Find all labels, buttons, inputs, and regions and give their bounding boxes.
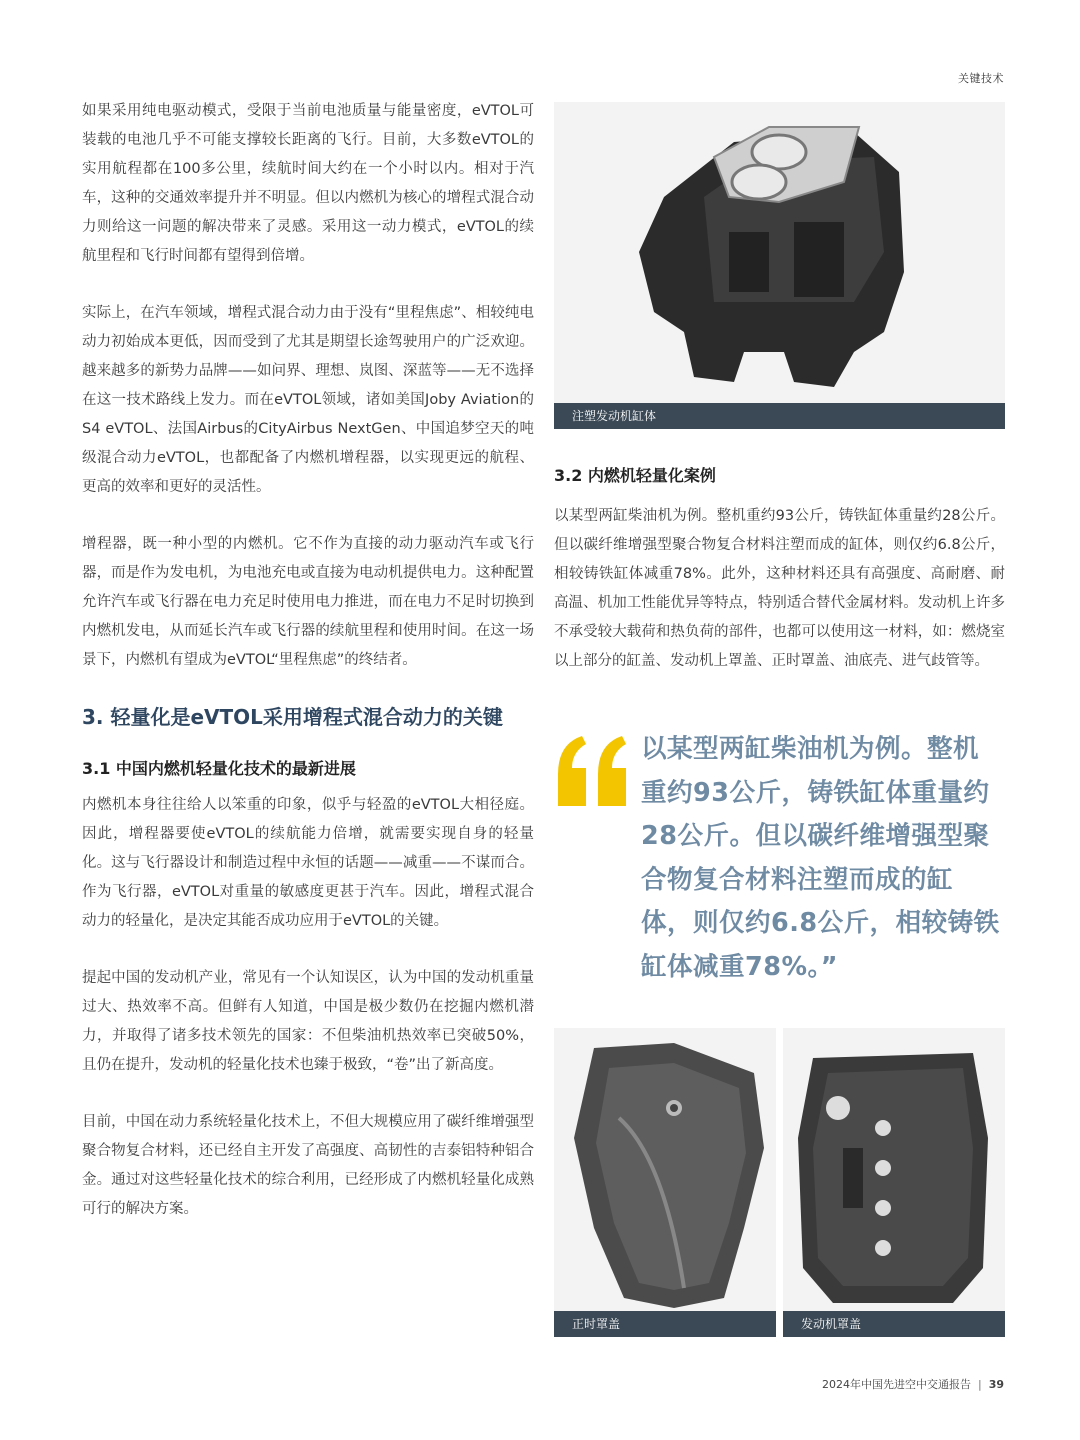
subsection-heading: 3.1 中国内燃机轻量化技术的最新进展 [82,759,356,778]
page-footer [822,1376,1004,1392]
footer-separator: | [977,1378,982,1391]
subsection-heading: 3.2 内燃机轻量化案例 [554,466,716,485]
engine-cover-image [783,1028,1005,1311]
engine-block-figure [554,102,1005,429]
timing-cover-figure [554,1028,776,1337]
figure-caption: 正时罩盖 [554,1311,776,1337]
body-paragraph: 如果采用纯电驱动模式，受限于当前电池质量与能量密度，eVTOL可装载的电池几乎不可能支撑较长距离的飞行。目前，大多数eVTOL的实用航程都在100多公里，续航时间大约在一个小时以内。相对于汽车，这种的交通效率提升并不明显。但以内燃机为核心的增程式混合动力则给这一问题的解决带来了灵感。采用这一动力模式，eVTOL的续航里程和飞行时间都有望得到倍增。 [82,103,534,264]
pull-quote [554,728,1005,988]
pull-quote-text: 以某型两缸柴油机为例。整机重约93公斤，铸铁缸体重量约28公斤。但以碳纤维增强型聚合物复合材料注塑而成的缸体，则仅约6.8公斤，相较铸铁缸体减重78%。” [641,734,1000,982]
engine-cover-figure [783,1028,1005,1337]
right-column [554,102,1005,429]
figure-caption: 注塑发动机缸体 [554,403,1005,429]
case-study [554,464,1005,704]
quote-mark-icon [554,736,630,806]
section-heading: 3. 轻量化是eVTOL采用增程式混合动力的关键 [82,705,503,729]
report-title: 2024年中国先进空中交通报告 [821,1378,971,1391]
body-paragraph: 目前，中国在动力系统轻量化技术上，不但大规模应用了碳纤维增强型聚合物复合材料，还已经自主开发了高强度、高韧性的吉泰铝特种铝合金。通过对这些轻量化技术的综合利用，已经形成了内燃机轻量化成熟可行的解决方案。 [82,1114,534,1217]
page-number: 39 [988,1378,1004,1391]
figure-caption: 发动机罩盖 [783,1311,1005,1337]
left-column [82,97,534,1252]
section-tag: 关键技术 [958,72,1004,85]
body-paragraph: 以某型两缸柴油机为例。整机重约93公斤，铸铁缸体重量约28公斤。但以碳纤维增强型聚合物复合材料注塑而成的缸体，则仅约6.8公斤，相较铸铁缸体减重78%。此外，这种材料还具有高强度、高耐磨、耐高温、机加工性能优异等特点，特别适合替代金属材料。发动机上许多不承受较大载荷和热负荷的部件，也都可以使用这一材料，如：燃烧室以上部分的缸盖、发动机上罩盖、正时罩盖、油底壳、进气歧管等。 [554,508,1005,669]
body-paragraph: 增程器，既一种小型的内燃机。它不作为直接的动力驱动汽车或飞行器，而是作为发电机，为电池充电或直接为电动机提供电力。这种配置允许汽车或飞行器在电力充足时使用电力推进，而在电力不足时切换到内燃机发电，从而延长汽车或飞行器的续航里程和使用时间。在这一场景下，内燃机有望成为eVTOL“里程焦虑”的终结者。 [82,536,534,668]
engine-block-image [554,102,1005,403]
body-paragraph: 提起中国的发动机产业，常见有一个认知误区，认为中国的发动机重量过大、热效率不高。但鲜有人知道，中国是极少数仍在挖掘内燃机潜力，并取得了诸多技术领先的国家：不但柴油机热效率已突破50%，且仍在提升，发动机的轻量化技术也臻于极致，“卷”出了新高度。 [82,970,534,1073]
body-paragraph: 实际上，在汽车领域，增程式混合动力由于没有“里程焦虑”、相较纯电动力初始成本更低，因而受到了尤其是期望长途驾驶用户的广泛欢迎。越来越多的新势力品牌——如问界、理想、岚图、深蓝等——无不选择在这一技术路线上发力。而在eVTOL领域，诸如美国Joby Aviation的S4 eVTOL、法国Airbus的CityAirbus NextGen、中国追梦空天的吨级混合动力eVTOL，也都配备了内燃机增程器，以实现更远的航程、更高的效率和更好的灵活性。 [82,305,534,495]
body-paragraph: 内燃机本身往往给人以笨重的印象，似乎与轻盈的eVTOL大相径庭。因此，增程器要使eVTOL的续航能力倍增，就需要实现自身的轻量化。这与飞行器设计和制造过程中永恒的话题——减重——不谋而合。作为飞行器，eVTOL对重量的敏感度更甚于汽车。因此，增程式混合动力的轻量化，是决定其能否成功应用于eVTOL的关键。 [82,797,534,929]
timing-cover-image [554,1028,776,1311]
